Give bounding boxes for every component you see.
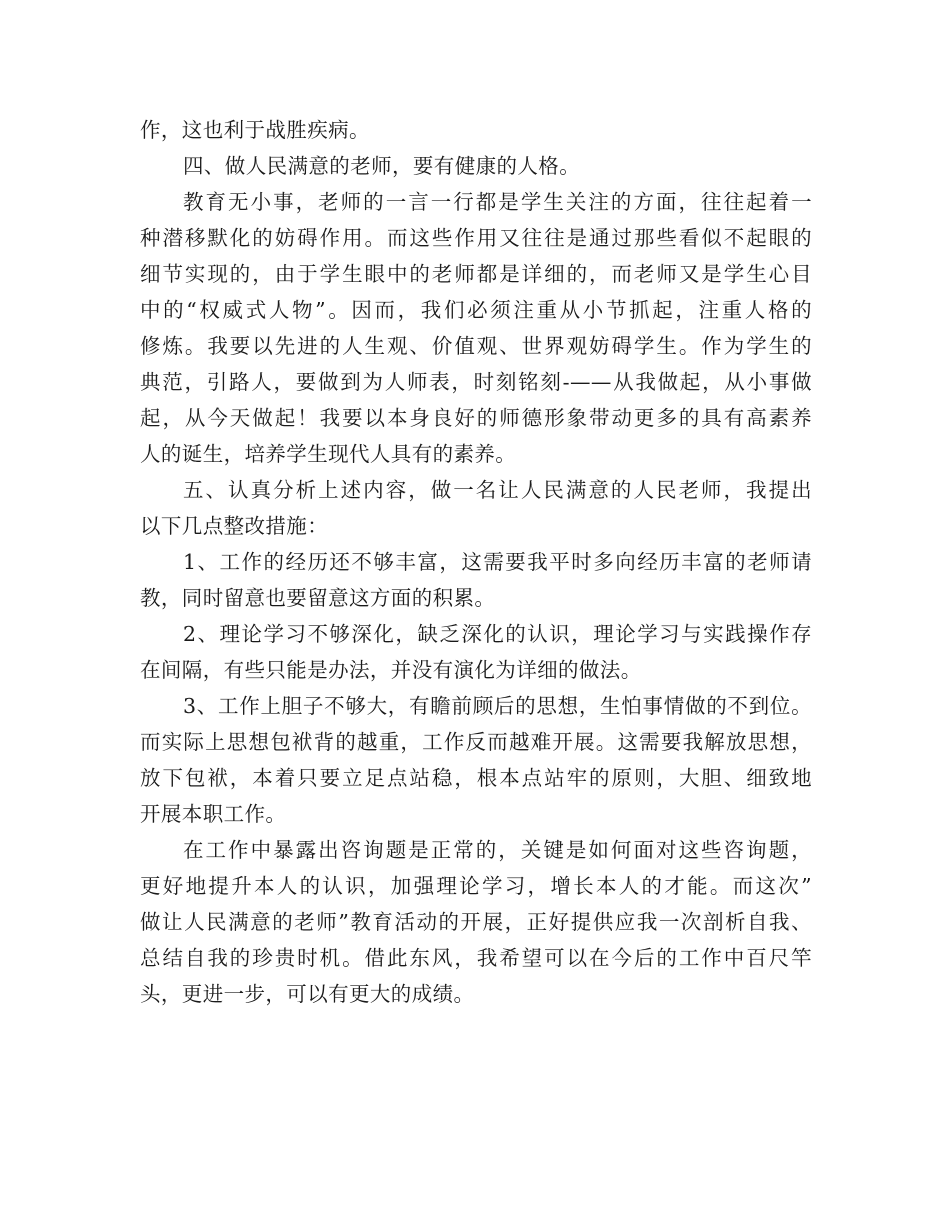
text-line: 开展本职工作。	[140, 802, 287, 826]
paragraph	[140, 148, 812, 184]
text-line: 五、认真分析上述内容，做一名让人民满意的人民老师，我提出	[183, 478, 812, 502]
text-line: 1、工作的经历还不够丰富，这需要我平时多向经历丰富的老师请	[183, 550, 812, 574]
paragraph	[140, 616, 812, 688]
text-line: 更好地提升本人的认识，加强理论学习，增长本人的才能。而这次”	[140, 874, 812, 898]
text-line: 中的“权威式人物”。因而，我们必须注重从小节抓起，注重人格的	[140, 298, 812, 322]
paragraph	[140, 184, 812, 472]
text-line: 修炼。我要以先进的人生观、价值观、世界观妨碍学生。作为学生的	[140, 334, 812, 358]
text-line: 细节实现的，由于学生眼中的老师都是详细的，而老师又是学生心目	[140, 262, 812, 286]
text-line: 四、做人民满意的老师，要有健康的人格。	[183, 154, 581, 178]
text-line: 总结自我的珍贵时机。借此东风，我希望可以在今后的工作中百尺竿	[140, 946, 812, 970]
text-line: 在间隔，有些只能是办法，并没有演化为详细的做法。	[140, 658, 642, 682]
text-line: 人的诞生，培养学生现代人具有的素养。	[140, 442, 517, 466]
text-line: 在工作中暴露出咨询题是正常的，关键是如何面对这些咨询题，	[183, 838, 812, 862]
text-line: 典范，引路人，要做到为人师表，时刻铭刻-——从我做起，从小事做	[140, 370, 812, 394]
text-line: 做让人民满意的老师”教育活动的开展，正好提供应我一次剖析自我、	[140, 910, 812, 934]
text-line: 教育无小事，老师的一言一行都是学生关注的方面，往往起着一	[183, 190, 812, 214]
paragraph	[140, 544, 812, 616]
paragraph	[140, 112, 812, 148]
text-line: 种潜移默化的妨碍作用。而这些作用又往往是通过那些看似不起眼的	[140, 226, 812, 250]
text-line: 头，更进一步，可以有更大的成绩。	[140, 982, 475, 1006]
text-line: 放下包袱，本着只要立足点站稳，根本点站牢的原则，大胆、细致地	[140, 766, 812, 790]
text-line: 教，同时留意也要留意这方面的积累。	[140, 586, 496, 610]
paragraph	[140, 688, 812, 832]
text-line: 作，这也利于战胜疾病。	[140, 118, 370, 142]
text-line: 起，从今天做起！我要以本身良好的师德形象带动更多的具有高素养	[140, 406, 812, 430]
paragraph	[140, 832, 812, 1012]
text-line: 而实际上思想包袱背的越重，工作反而越难开展。这需要我解放思想，	[140, 730, 812, 754]
text-line: 以下几点整改措施：	[140, 514, 329, 538]
paragraph	[140, 472, 812, 544]
text-line: 2、理论学习不够深化，缺乏深化的认识，理论学习与实践操作存	[183, 622, 812, 646]
document-body	[140, 112, 812, 1012]
text-line: 3、工作上胆子不够大，有瞻前顾后的思想，生怕事情做的不到位。	[183, 694, 812, 718]
